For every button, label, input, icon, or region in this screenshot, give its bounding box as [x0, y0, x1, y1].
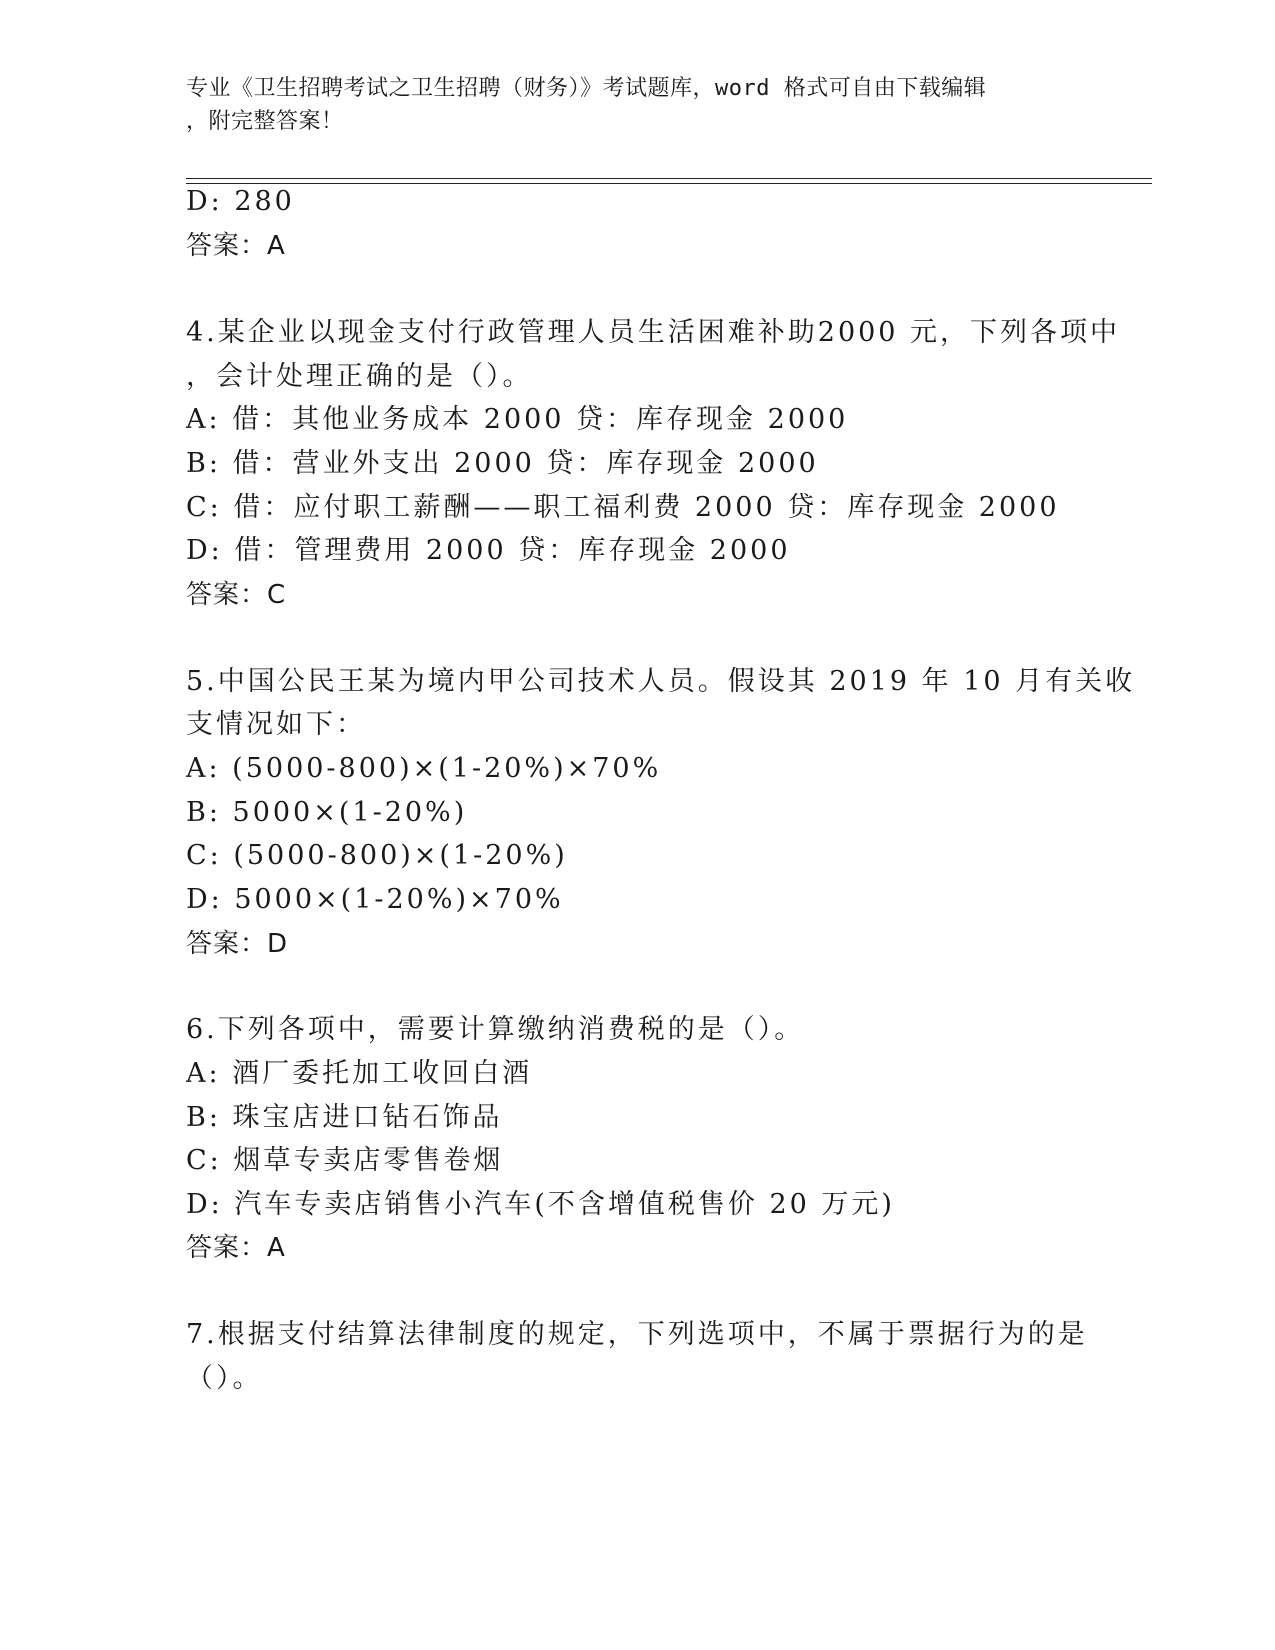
header-divider-top	[186, 178, 1152, 179]
q5-option-d: D: 5000×(1-20%)×70%	[186, 884, 564, 915]
q6-stem-line-1: 6.下列各项中，需要计算缴纳消费税的是（）。	[186, 1014, 805, 1045]
q6-option-a: A: 酒厂委托加工收回白酒	[186, 1058, 533, 1089]
header-divider-bottom	[186, 183, 1152, 184]
q4-option-b: B: 借：营业外支出 2000 贷：库存现金 2000	[186, 448, 819, 479]
q4-stem-line-1: 4.某企业以现金支付行政管理人员生活困难补助2000 元，下列各项中	[186, 317, 1121, 348]
q5-stem-line-1: 5.中国公民王某为境内甲公司技术人员。假设其 2019 年 10 月有关收	[186, 666, 1136, 697]
header-title-line-2: ，附完整答案！	[186, 109, 344, 134]
q7-stem-line-1: 7.根据支付结算法律制度的规定，下列选项中，不属于票据行为的是	[186, 1319, 1088, 1350]
q6-option-d: D: 汽车专卖店销售小汽车(不含增值税售价 20 万元)	[186, 1189, 895, 1220]
q4-option-d: D: 借：管理费用 2000 贷：库存现金 2000	[186, 535, 791, 566]
q7-stem-line-2: （）。	[186, 1363, 263, 1394]
q5-answer: 答案：D	[186, 929, 289, 959]
q4-option-c: C: 借：应付职工薪酬——职工福利费 2000 贷：库存现金 2000	[186, 492, 1060, 523]
q6-option-b: B: 珠宝店进口钻石饰品	[186, 1102, 503, 1133]
q5-option-c: C: (5000-800)×(1-20%)	[186, 840, 568, 871]
q5-stem-line-2: 支情况如下：	[186, 709, 366, 740]
q4-stem-line-2: ，会计处理正确的是（）。	[186, 361, 533, 392]
q6-answer: 答案：A	[186, 1233, 286, 1263]
q3-option-d: D: 280	[186, 186, 295, 217]
document-header	[186, 72, 1066, 138]
q4-option-a: A: 借：其他业务成本 2000 贷：库存现金 2000	[186, 404, 849, 435]
q4-answer: 答案：C	[186, 580, 287, 610]
header-title-line-1: 专业《卫生招聘考试之卫生招聘（财务）》考试题库，word 格式可自由下载编辑	[186, 76, 987, 101]
q6-option-c: C: 烟草专卖店零售卷烟	[186, 1145, 504, 1176]
q3-answer: 答案：A	[186, 231, 286, 261]
q5-option-a: A: (5000-800)×(1-20%)×70%	[186, 753, 662, 784]
q5-option-b: B: 5000×(1-20%)	[186, 797, 468, 828]
